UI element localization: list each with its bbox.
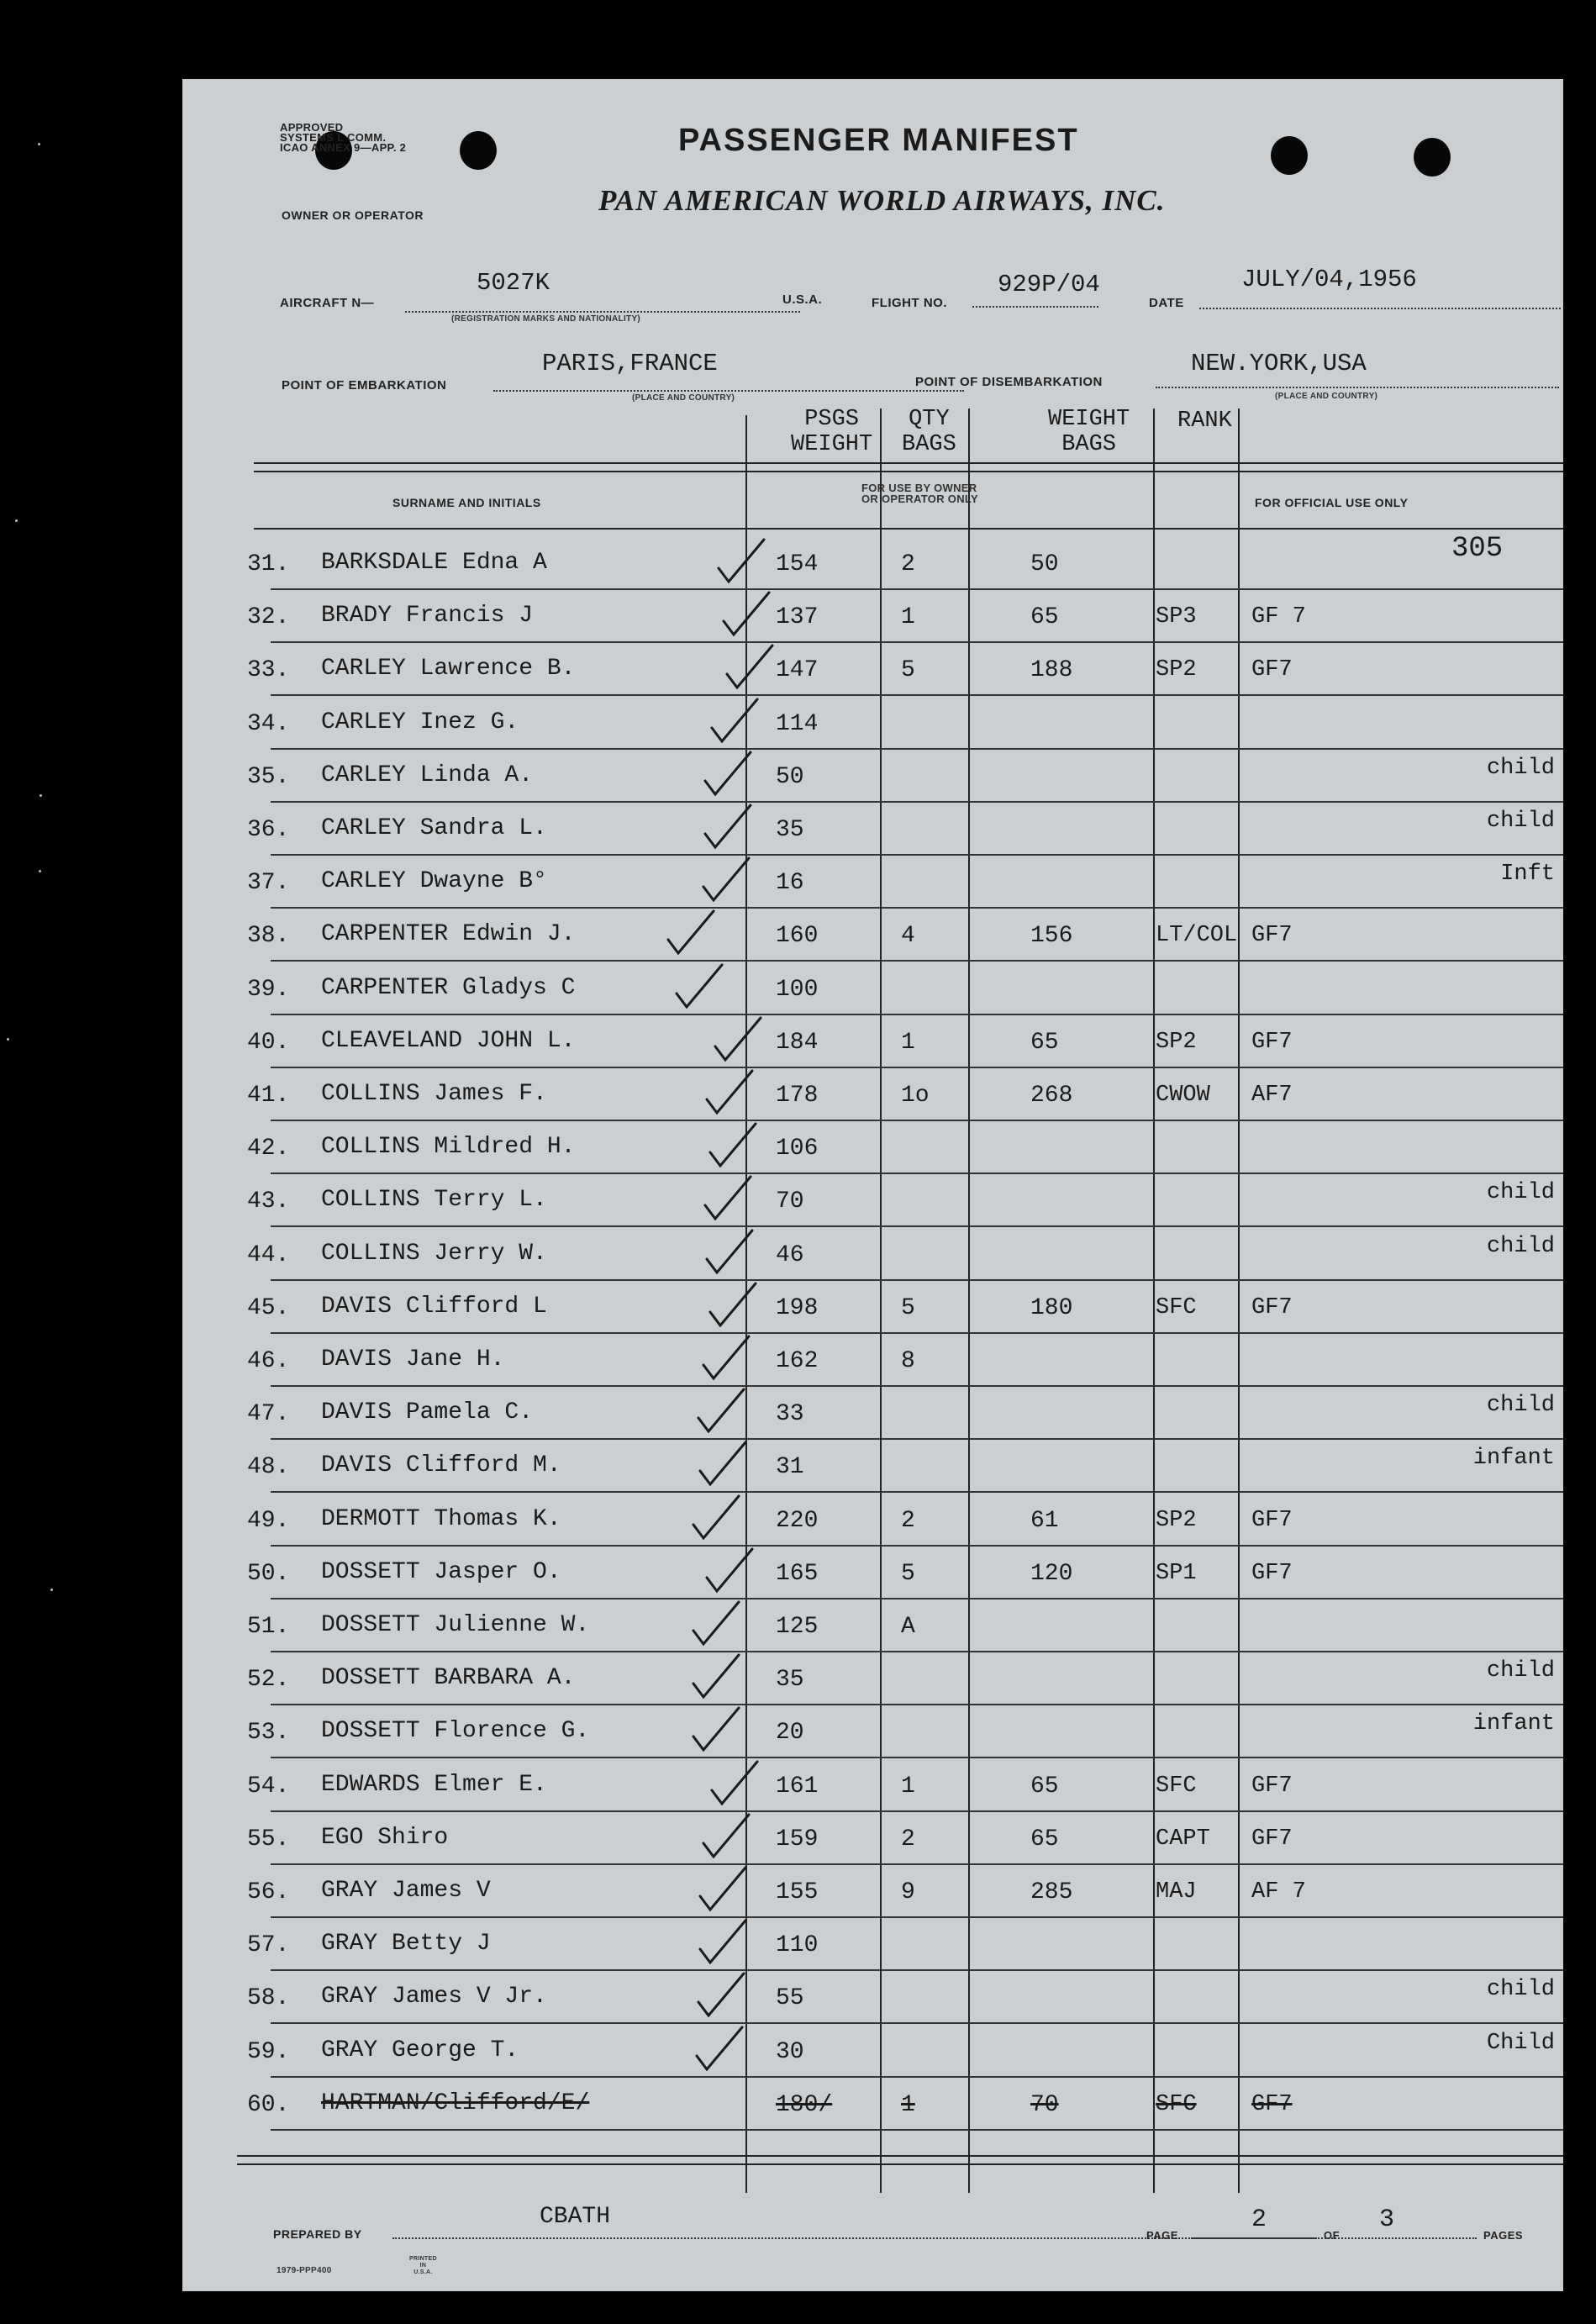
passenger-name: COLLINS Jerry W. bbox=[321, 1240, 547, 1267]
check-mark-icon bbox=[692, 1384, 751, 1438]
passenger-rank: MAJ bbox=[1156, 1879, 1197, 1905]
passenger-name: HARTMAN/Clifford/E/ bbox=[321, 2089, 590, 2116]
row-rule bbox=[271, 1757, 1563, 1758]
operator-name: PAN AMERICAN WORLD AIRWAYS, INC. bbox=[598, 184, 1166, 217]
embarkation-place: PARIS,FRANCE bbox=[542, 350, 718, 377]
passenger-weight: 125 bbox=[776, 1614, 819, 1640]
passenger-num: 37. bbox=[247, 870, 290, 897]
passenger-weight: 33 bbox=[776, 1401, 804, 1428]
passenger-rank: SP2 bbox=[1156, 1029, 1197, 1055]
check-mark-icon bbox=[700, 1544, 759, 1598]
row-rule bbox=[271, 748, 1563, 750]
passenger-name: CARLEY Inez G. bbox=[321, 709, 519, 735]
table-row bbox=[182, 1231, 1563, 1283]
passenger-name: CARLEY Dwayne B° bbox=[321, 868, 547, 895]
table-row bbox=[182, 1389, 1563, 1442]
passenger-name: DOSSETT Florence G. bbox=[321, 1718, 590, 1745]
passenger-qty: 5 bbox=[901, 1294, 915, 1321]
passenger-rank: SFC bbox=[1156, 1773, 1197, 1799]
passenger-num: 58. bbox=[247, 1985, 290, 2012]
punch-hole bbox=[1414, 138, 1451, 177]
prepared-by: CBATH bbox=[540, 2204, 611, 2230]
check-mark-icon bbox=[700, 1225, 759, 1279]
passenger-bag-weight: 268 bbox=[1030, 1083, 1073, 1109]
form-code: 1979-PPP400 bbox=[277, 2266, 332, 2275]
passenger-bag-weight: 156 bbox=[1030, 923, 1073, 950]
table-row bbox=[182, 1815, 1563, 1868]
table-row bbox=[182, 1762, 1563, 1815]
passenger-name: GRAY James V Jr. bbox=[321, 1984, 547, 2010]
passenger-name: DAVIS Jane H. bbox=[321, 1346, 505, 1373]
passenger-qty: A bbox=[901, 1614, 915, 1640]
row-rule bbox=[271, 1385, 1563, 1387]
passenger-weight: 147 bbox=[776, 657, 819, 684]
embarkation-label: POINT OF EMBARKATION bbox=[282, 378, 447, 393]
passenger-official: GF7 bbox=[1251, 1029, 1293, 1055]
passenger-qty: 4 bbox=[901, 923, 915, 950]
passenger-rank: CWOW bbox=[1156, 1083, 1210, 1108]
passenger-official: GF7 bbox=[1251, 1560, 1293, 1586]
table-row bbox=[182, 1018, 1563, 1071]
passenger-num: 34. bbox=[247, 710, 290, 737]
check-mark-icon bbox=[697, 1331, 756, 1385]
passenger-weight: 159 bbox=[776, 1826, 819, 1852]
passenger-num: 52. bbox=[247, 1667, 290, 1694]
passenger-official: GF7 bbox=[1251, 1507, 1293, 1533]
row-rule bbox=[271, 1225, 1563, 1227]
passenger-num: 32. bbox=[247, 604, 290, 631]
passenger-bag-weight: 120 bbox=[1030, 1560, 1073, 1587]
passenger-note: Inft bbox=[1500, 862, 1555, 888]
check-mark-icon bbox=[693, 1863, 752, 1916]
check-mark-icon bbox=[687, 1491, 745, 1545]
passenger-qty: 2 bbox=[901, 1826, 915, 1852]
punch-hole bbox=[1271, 136, 1308, 175]
table-row bbox=[182, 1868, 1563, 1921]
passenger-bag-weight: 180 bbox=[1030, 1294, 1073, 1321]
col-weight-bags: WEIGHT BAGS bbox=[1048, 407, 1130, 457]
disembarkation-place: NEW.YORK,USA bbox=[1191, 350, 1367, 377]
prepared-label: PREPARED BY bbox=[273, 2227, 362, 2241]
passenger-bag-weight: 188 bbox=[1030, 657, 1073, 684]
passenger-name: GRAY James V bbox=[321, 1878, 491, 1904]
passenger-qty: 8 bbox=[901, 1348, 915, 1374]
passenger-num: 44. bbox=[247, 1241, 290, 1268]
passenger-weight: 30 bbox=[776, 2038, 804, 2065]
passenger-weight: 178 bbox=[776, 1083, 819, 1109]
passenger-name: CARLEY Sandra L. bbox=[321, 815, 547, 841]
row-rule bbox=[271, 1810, 1563, 1812]
aircraft-number: 5027K bbox=[477, 269, 550, 297]
passenger-num: 40. bbox=[247, 1029, 290, 1056]
header-rule bbox=[254, 471, 1563, 472]
passenger-weight: 50 bbox=[776, 763, 804, 790]
row-rule bbox=[271, 1491, 1563, 1493]
prepared-line bbox=[392, 2237, 1317, 2239]
passenger-weight: 198 bbox=[776, 1294, 819, 1321]
passenger-bag-weight: 65 bbox=[1030, 1773, 1059, 1800]
passenger-weight: 46 bbox=[776, 1241, 804, 1268]
passenger-official: GF7 bbox=[1251, 923, 1293, 949]
passenger-weight: 220 bbox=[776, 1507, 819, 1534]
row-rule bbox=[271, 1704, 1563, 1705]
row-rule bbox=[271, 1014, 1563, 1015]
row-rule bbox=[271, 1598, 1563, 1599]
passenger-weight: 114 bbox=[776, 710, 819, 737]
check-mark-icon bbox=[687, 1650, 745, 1704]
passenger-weight: 161 bbox=[776, 1773, 819, 1800]
passenger-qty: 1 bbox=[901, 1773, 915, 1800]
table-row bbox=[182, 1442, 1563, 1495]
table-row bbox=[182, 1708, 1563, 1761]
passenger-name: GRAY George T. bbox=[321, 2037, 519, 2063]
passenger-qty: 2 bbox=[901, 1507, 915, 1534]
passenger-num: 56. bbox=[247, 1879, 290, 1905]
row-rule bbox=[271, 1438, 1563, 1440]
check-mark-icon bbox=[693, 1437, 752, 1491]
passenger-official: GF 7 bbox=[1251, 604, 1306, 630]
passenger-weight: 184 bbox=[776, 1029, 819, 1056]
row-rule bbox=[271, 960, 1563, 962]
passenger-weight: 155 bbox=[776, 1879, 819, 1905]
col-surname: SURNAME AND INITIALS bbox=[392, 496, 541, 509]
check-mark-icon bbox=[697, 853, 756, 907]
passenger-name: DAVIS Pamela C. bbox=[321, 1399, 534, 1426]
flight-label: FLIGHT NO. bbox=[872, 296, 947, 310]
passenger-bag-weight: 61 bbox=[1030, 1507, 1059, 1534]
row-rule bbox=[271, 2022, 1563, 2024]
disembarkation-line bbox=[1156, 387, 1559, 388]
passenger-num: 42. bbox=[247, 1136, 290, 1162]
row-rule bbox=[271, 1120, 1563, 1121]
row-rule bbox=[271, 854, 1563, 856]
passenger-name: COLLINS Mildred H. bbox=[321, 1134, 576, 1161]
passenger-num: 51. bbox=[247, 1614, 290, 1640]
passenger-qty: 9 bbox=[901, 1879, 915, 1905]
passenger-weight: 31 bbox=[776, 1454, 804, 1481]
passenger-num: 33. bbox=[247, 657, 290, 684]
passenger-weight: 20 bbox=[776, 1720, 804, 1747]
aircraft-line bbox=[405, 311, 800, 313]
passenger-rank: SP3 bbox=[1156, 604, 1197, 630]
check-mark-icon bbox=[705, 1757, 764, 1810]
passenger-num: 50. bbox=[247, 1560, 290, 1587]
passenger-name: BRADY Francis J bbox=[321, 603, 534, 630]
flight-line bbox=[972, 306, 1098, 308]
check-mark-icon bbox=[712, 535, 771, 588]
approval-note: APPROVED SYSTEMS L COMM. ICAO ANNEX 9—APP. 2 bbox=[280, 121, 407, 154]
row-rule bbox=[271, 2076, 1563, 2078]
check-mark-icon bbox=[693, 1916, 752, 1969]
pages-line bbox=[1191, 2237, 1477, 2239]
passenger-weight: 35 bbox=[776, 817, 804, 843]
passenger-num: 38. bbox=[247, 923, 290, 950]
table-row bbox=[182, 1974, 1563, 2026]
passenger-num: 49. bbox=[247, 1507, 290, 1534]
passenger-weight: 35 bbox=[776, 1667, 804, 1694]
passenger-name: DAVIS Clifford L bbox=[321, 1293, 547, 1320]
passenger-weight: 162 bbox=[776, 1348, 819, 1374]
table-row bbox=[182, 1921, 1563, 1974]
table-row bbox=[182, 593, 1563, 646]
passenger-num: 31. bbox=[247, 551, 290, 577]
passenger-weight: 16 bbox=[776, 870, 804, 897]
check-mark-icon bbox=[705, 694, 764, 748]
row-rule bbox=[271, 1545, 1563, 1547]
passenger-num: 39. bbox=[247, 976, 290, 1003]
passenger-bag-weight: 50 bbox=[1030, 551, 1059, 577]
check-mark-icon bbox=[717, 588, 776, 641]
passenger-name: CARLEY Lawrence B. bbox=[321, 656, 576, 682]
passenger-name: CARPENTER Edwin J. bbox=[321, 921, 576, 948]
passenger-official: AF 7 bbox=[1251, 1879, 1306, 1905]
passenger-num: 53. bbox=[247, 1720, 290, 1747]
passenger-note: child bbox=[1486, 1658, 1555, 1684]
passenger-name: DERMOTT Thomas K. bbox=[321, 1505, 561, 1532]
col-official: FOR OFFICIAL USE ONLY bbox=[1255, 496, 1409, 509]
passenger-weight: 100 bbox=[776, 976, 819, 1003]
passenger-qty: 1o bbox=[901, 1083, 930, 1109]
passenger-rank: SP2 bbox=[1156, 1507, 1197, 1533]
total-pages: 3 bbox=[1379, 2205, 1395, 2234]
row-rule bbox=[271, 1332, 1563, 1334]
row-rule bbox=[271, 1067, 1563, 1068]
passenger-rank: CAPT bbox=[1156, 1826, 1210, 1852]
passenger-name: CARLEY Linda A. bbox=[321, 761, 534, 788]
table-row bbox=[182, 1124, 1563, 1177]
passenger-bag-weight: 65 bbox=[1030, 1826, 1059, 1852]
passenger-qty: 5 bbox=[901, 657, 915, 684]
passenger-bag-weight: 65 bbox=[1030, 1029, 1059, 1056]
passenger-num: 35. bbox=[247, 763, 290, 790]
header-rule bbox=[254, 462, 1563, 464]
check-mark-icon bbox=[692, 1968, 751, 2022]
manifest-sheet bbox=[182, 79, 1563, 2291]
passenger-qty: 1 bbox=[901, 1029, 915, 1056]
passenger-official: GF7 bbox=[1251, 1773, 1293, 1799]
col-qty-bags: QTY BAGS bbox=[902, 407, 956, 457]
date-line bbox=[1199, 308, 1561, 309]
row-rule bbox=[271, 1173, 1563, 1174]
passenger-note: child bbox=[1486, 1180, 1555, 1206]
usa-label: U.S.A. bbox=[782, 292, 823, 307]
col-owner-use: FOR USE BY OWNER OR OPERATOR ONLY bbox=[861, 482, 978, 505]
table-row bbox=[182, 1177, 1563, 1230]
owner-label: OWNER OR OPERATOR bbox=[282, 208, 424, 222]
passenger-name: COLLINS Terry L. bbox=[321, 1187, 547, 1214]
passenger-note: child bbox=[1486, 1393, 1555, 1419]
passenger-bag-weight: 70 bbox=[1030, 2091, 1059, 2118]
row-rule bbox=[271, 1279, 1563, 1281]
passenger-weight: 137 bbox=[776, 604, 819, 631]
row-rule bbox=[271, 694, 1563, 696]
passenger-name: DOSSETT Jasper O. bbox=[321, 1558, 561, 1585]
passenger-weight: 55 bbox=[776, 1985, 804, 2012]
table-row bbox=[182, 1071, 1563, 1124]
table-row bbox=[182, 1283, 1563, 1336]
passenger-num: 48. bbox=[247, 1454, 290, 1481]
table-row bbox=[182, 2027, 1563, 2080]
table-row bbox=[182, 540, 1563, 593]
passenger-num: 59. bbox=[247, 2038, 290, 2065]
table-end-rule bbox=[237, 2163, 1563, 2165]
passenger-qty: 1 bbox=[901, 604, 915, 631]
table-end-rule bbox=[237, 2155, 1563, 2157]
passenger-name: COLLINS James F. bbox=[321, 1081, 547, 1107]
official-top-value: 305 bbox=[1451, 533, 1504, 565]
passenger-rank: SFC bbox=[1156, 2091, 1197, 2117]
passenger-rank: SFC bbox=[1156, 1294, 1197, 1320]
passenger-num: 57. bbox=[247, 1932, 290, 1959]
page-label: PAGE bbox=[1146, 2229, 1178, 2242]
passenger-weight: 165 bbox=[776, 1560, 819, 1587]
passenger-note: infant bbox=[1472, 1711, 1555, 1737]
passenger-name: GRAY Betty J bbox=[321, 1931, 491, 1958]
passenger-weight: 160 bbox=[776, 923, 819, 950]
passenger-weight: 106 bbox=[776, 1136, 819, 1162]
passenger-num: 47. bbox=[247, 1401, 290, 1428]
table-row bbox=[182, 699, 1563, 752]
check-mark-icon bbox=[687, 1597, 745, 1651]
passenger-num: 41. bbox=[247, 1083, 290, 1109]
flight-number: 929P/04 bbox=[998, 271, 1100, 298]
printed-note: PRINTED IN U.S.A. bbox=[409, 2256, 437, 2275]
passenger-bag-weight: 285 bbox=[1030, 1879, 1073, 1905]
table-row bbox=[182, 1336, 1563, 1389]
passenger-rank: SP1 bbox=[1156, 1560, 1197, 1586]
row-rule bbox=[271, 801, 1563, 803]
passenger-name: EGO Shiro bbox=[321, 1824, 449, 1851]
table-row bbox=[182, 1496, 1563, 1549]
passenger-bag-weight: 65 bbox=[1030, 604, 1059, 631]
passenger-rank: SP2 bbox=[1156, 657, 1197, 683]
passenger-note: child bbox=[1486, 755, 1555, 781]
row-rule bbox=[271, 1863, 1563, 1865]
registration-caption: (REGISTRATION MARKS AND NATIONALITY) bbox=[451, 314, 641, 324]
passenger-note: child bbox=[1486, 1233, 1555, 1259]
passenger-note: infant bbox=[1472, 1446, 1555, 1472]
passenger-name: DOSSETT Julienne W. bbox=[321, 1612, 590, 1638]
passenger-num: 45. bbox=[247, 1294, 290, 1321]
passenger-num: 54. bbox=[247, 1773, 290, 1800]
table-row bbox=[182, 1602, 1563, 1655]
check-mark-icon bbox=[703, 1278, 762, 1332]
check-mark-icon bbox=[661, 906, 720, 960]
passenger-qty: 5 bbox=[901, 1560, 915, 1587]
passenger-num: 46. bbox=[247, 1348, 290, 1374]
table-row bbox=[182, 1549, 1563, 1602]
disembarkation-label: POINT OF DISEMBARKATION bbox=[915, 375, 1103, 389]
col-psgs-weight: PSGS WEIGHT bbox=[791, 407, 873, 457]
check-mark-icon bbox=[687, 1703, 745, 1757]
passenger-note: child bbox=[1486, 809, 1555, 834]
passenger-weight: 110 bbox=[776, 1932, 819, 1959]
page-title: PASSENGER MANIFEST bbox=[678, 123, 1079, 158]
punch-hole bbox=[460, 131, 497, 170]
passenger-weight: 154 bbox=[776, 551, 819, 577]
passenger-weight: 180/ bbox=[776, 2091, 833, 2118]
passenger-num: 60. bbox=[247, 2091, 290, 2118]
date-label: DATE bbox=[1149, 296, 1184, 310]
table-row bbox=[182, 858, 1563, 911]
passenger-name: CLEAVELAND JOHN L. bbox=[321, 1027, 576, 1054]
row-rule bbox=[271, 1651, 1563, 1652]
pages-label: PAGES bbox=[1483, 2229, 1524, 2242]
table-row bbox=[182, 911, 1563, 964]
row-rule bbox=[271, 2129, 1563, 2131]
passenger-num: 36. bbox=[247, 817, 290, 843]
row-rule bbox=[271, 1916, 1563, 1918]
check-mark-icon bbox=[700, 1066, 759, 1120]
check-mark-icon bbox=[708, 1013, 767, 1067]
passenger-official: AF7 bbox=[1251, 1083, 1293, 1108]
passenger-name: EDWARDS Elmer E. bbox=[321, 1771, 547, 1798]
col-rank: RANK bbox=[1177, 408, 1232, 434]
aircraft-label: AIRCRAFT N— bbox=[280, 296, 375, 310]
table-row bbox=[182, 2080, 1563, 2133]
row-rule bbox=[271, 641, 1563, 643]
check-mark-icon bbox=[698, 747, 757, 801]
check-mark-icon bbox=[698, 1172, 757, 1225]
passenger-qty: 2 bbox=[901, 551, 915, 577]
table-row bbox=[182, 646, 1563, 698]
check-mark-icon bbox=[690, 2022, 749, 2076]
row-rule bbox=[271, 1969, 1563, 1971]
check-mark-icon bbox=[698, 800, 757, 854]
passenger-weight: 70 bbox=[776, 1188, 804, 1215]
passenger-name: DAVIS Clifford M. bbox=[321, 1452, 561, 1479]
check-mark-icon bbox=[697, 1810, 756, 1863]
embarkation-line bbox=[493, 390, 964, 392]
row-rule bbox=[271, 588, 1563, 590]
passenger-official: GF7 bbox=[1251, 1294, 1293, 1320]
page-number: 2 bbox=[1251, 2205, 1267, 2234]
table-row bbox=[182, 752, 1563, 805]
passenger-official: GF7 bbox=[1251, 1826, 1293, 1852]
passenger-official: GF7 bbox=[1251, 657, 1293, 683]
check-mark-icon bbox=[670, 960, 729, 1014]
sub-header-rule bbox=[254, 528, 1563, 530]
passenger-qty: 1 bbox=[901, 2091, 915, 2118]
table-row bbox=[182, 1655, 1563, 1708]
flight-date: JULY/04,1956 bbox=[1241, 266, 1417, 293]
embark-place-caption: (PLACE AND COUNTRY) bbox=[632, 393, 735, 403]
table-row bbox=[182, 965, 1563, 1018]
passenger-name: DOSSETT BARBARA A. bbox=[321, 1665, 576, 1692]
passenger-num: 43. bbox=[247, 1188, 290, 1215]
passenger-num: 55. bbox=[247, 1826, 290, 1852]
passenger-name: CARPENTER Gladys C bbox=[321, 974, 576, 1001]
passenger-note: child bbox=[1486, 1977, 1555, 2003]
table-row bbox=[182, 805, 1563, 858]
passenger-name: BARKSDALE Edna A bbox=[321, 550, 547, 576]
passenger-rank: LT/COL bbox=[1156, 923, 1238, 949]
row-rule bbox=[271, 907, 1563, 909]
passenger-official: GF7 bbox=[1251, 2091, 1293, 2117]
check-mark-icon bbox=[703, 1119, 762, 1173]
disembark-place-caption: (PLACE AND COUNTRY) bbox=[1275, 392, 1378, 401]
passenger-note: Child bbox=[1486, 2030, 1555, 2056]
of-label: OF bbox=[1324, 2229, 1341, 2242]
check-mark-icon bbox=[720, 640, 779, 694]
